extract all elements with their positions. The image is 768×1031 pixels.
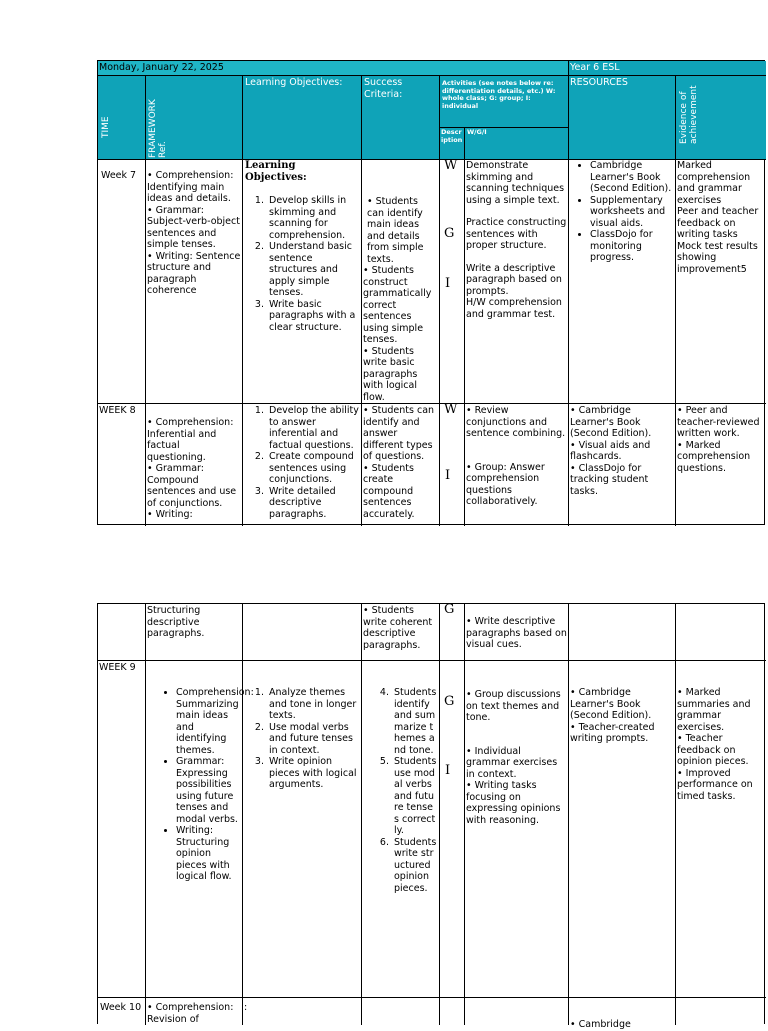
date-cell — [98, 61, 568, 75]
week10-evidence — [675, 997, 766, 1025]
week8-time — [98, 403, 145, 526]
week10-objectives-text: : — [244, 1002, 248, 1013]
week9-framework — [145, 660, 254, 997]
week9-objective-item: 1. Analyze themes and tone in longer texts. — [267, 687, 359, 722]
week10-resources — [568, 997, 675, 1030]
week9-resource-item: • Cambridge Learner's Book (Second Edition). — [570, 687, 652, 721]
week9-framework-item: • Comprehension: Summarizing main ideas and identifying themes. — [176, 687, 240, 756]
week7-evidence-item: Mock test results showing improvement5 — [677, 240, 758, 275]
week9-activities — [464, 660, 568, 997]
week9-objective-item: 3. Write opinion pieces with logical arguments. — [267, 756, 359, 791]
week8-evidence — [675, 403, 766, 526]
week7-success-item: • Students construct grammatically correct sentences using simple tenses. — [363, 265, 432, 345]
week8-success-item: • Students create compound sentences accurately. — [363, 462, 415, 520]
week10-time — [98, 997, 145, 1025]
week9-time-label: WEEK 9 — [99, 662, 136, 673]
description-header — [439, 127, 464, 159]
week9-evidence-item: • Marked summaries and grammar exercises. — [677, 687, 751, 733]
week8-resource-item: • ClassDojo for tracking student tasks. — [570, 462, 649, 497]
week7-time — [98, 159, 145, 403]
week9-activity-item: • Individual grammar exercises in context. — [466, 745, 558, 780]
week8-objective-item: 3. Write detailed descriptive paragraphs. — [267, 486, 359, 521]
week8-resource-item: • Cambridge Learner's Book (Second Edition). — [570, 405, 652, 439]
week8-success — [361, 403, 439, 526]
week9-resources — [568, 660, 675, 997]
week10-success — [361, 997, 439, 1025]
cont-activity-text: • Write descriptive paragraphs based on visual cues. — [466, 616, 567, 650]
week7-wgi-i: I — [445, 276, 451, 291]
week9-success-item: 5. Students use modal verbs and future tenses correctly. — [392, 756, 437, 837]
week9-evidence-item: • Teacher feedback on opinion pieces. — [677, 733, 749, 767]
week9-objective-item: 2. Use modal verbs and future tenses in context. — [267, 722, 359, 757]
cont-objectives — [242, 604, 361, 660]
objectives-header-label: Learning Objectives: — [245, 77, 343, 88]
week8-objective-item: 1. Develop the ability to answer inferential and factual questions. — [267, 405, 359, 451]
week9-objectives — [242, 660, 361, 997]
week9-success-item: 4. Students identify and summarize themes and tone. — [392, 687, 437, 756]
week7-wgi — [439, 159, 464, 403]
week7-framework-item: • Comprehension: Identifying main ideas and details. — [147, 170, 234, 204]
week8-activities — [464, 403, 568, 526]
week8-resource-item: • Visual aids and flashcards. — [570, 439, 651, 462]
week10-resource-text: • Cambridge — [570, 1019, 631, 1030]
cont-time — [98, 604, 145, 660]
week10-wgi — [439, 997, 464, 1025]
week7-evidence-item: Peer and teacher feedback on writing tasks — [677, 206, 759, 240]
class-name-cell — [568, 61, 766, 75]
success-header-label: Success Criteria: — [364, 77, 403, 100]
week7-success-item: • Students write basic paragraphs with logical flow. — [363, 345, 418, 403]
week7-success-item: • Students can identify main ideas and details from simple texts. — [367, 196, 424, 265]
time-header — [98, 75, 145, 159]
week10-objectives — [242, 997, 361, 1025]
week8-success-item: • Students can identify and answer different types of questions. — [363, 405, 435, 462]
week9-evidence — [675, 660, 766, 997]
week7-activity-item: Write a descriptive paragraph based on prompts. — [466, 262, 562, 297]
week7-activity-item: Practice constructing sentences with proper structure. — [466, 217, 567, 251]
cont-resources — [568, 604, 675, 660]
week7-objective-item: 2. Understand basic sentence structures and apply simple tenses. — [267, 241, 359, 299]
week9-wgi-i: I — [445, 763, 451, 778]
week10-activities — [464, 997, 568, 1025]
cont-evidence — [675, 604, 766, 660]
cont-framework — [145, 604, 242, 660]
time-header-label: TIME — [101, 116, 111, 138]
week9-framework-item: • Grammar: Expressing possibilities using future tenses and modal verbs. — [176, 756, 240, 825]
date-text: Monday, January 22, 2025 — [99, 62, 224, 73]
week7-framework — [145, 159, 242, 403]
lesson-plan-table-1 — [97, 60, 765, 525]
week8-evidence-item: • Marked comprehension questions. — [677, 439, 751, 474]
evidence-header-label: Evidence of achievement — [679, 85, 699, 144]
framework-header — [145, 75, 242, 159]
cont-wgi — [439, 604, 464, 660]
week8-wgi-w: W — [444, 402, 458, 417]
week8-framework — [145, 403, 242, 526]
week7-wgi-g: G — [444, 226, 455, 241]
week8-activity-item: • Group: Answer comprehension questions collaboratively. — [466, 461, 545, 507]
week7-activity-item: Demonstrate skimming and scanning techniques using a simple text. — [466, 160, 565, 206]
wgi-header-label: W/G/I — [467, 128, 487, 136]
week9-evidence-item: • Improved performance on timed tasks. — [677, 767, 753, 802]
cont-framework-text: Structuring descriptive paragraphs. — [147, 605, 205, 639]
week9-wgi — [439, 660, 464, 997]
week9-framework-item: • Writing: Structuring opinion pieces with logical flow. — [176, 825, 240, 883]
week9-success — [361, 660, 439, 997]
objectives-header — [242, 75, 361, 159]
week9-success-item: 6. Students write structured opinion pieces. — [392, 837, 437, 895]
week9-time — [98, 660, 145, 997]
activities-header-label: Activities (see notes below re: differentiation details, etc.) W: whole class; G: group; I: individual — [442, 79, 556, 110]
class-name-text: Year 6 ESL — [570, 62, 620, 73]
week8-objectives — [242, 403, 361, 526]
week7-resources — [568, 159, 675, 403]
cont-wgi-g: G — [444, 602, 455, 617]
resources-header — [568, 75, 675, 159]
week7-framework-item: • Writing: Sentence structure and paragraph coherence — [147, 250, 241, 296]
activities-header — [439, 75, 568, 127]
week9-resource-item: • Teacher-created writing prompts. — [570, 721, 655, 744]
week8-activity-item: • Review conjunctions and sentence combining. — [466, 405, 566, 439]
week8-resources — [568, 403, 675, 526]
success-header — [361, 75, 439, 159]
week8-wgi — [439, 403, 464, 526]
wgi-header — [464, 127, 568, 159]
week7-activity-item: H/W comprehension and grammar test. — [466, 297, 562, 320]
week8-objective-item: 2. Create compound sentences using conjunctions. — [267, 451, 359, 486]
week9-activity-item: • Writing tasks focusing on expressing opinions with reasoning. — [466, 780, 561, 826]
week7-success — [361, 159, 439, 403]
resources-header-label: RESOURCES — [570, 77, 628, 88]
week7-activities — [464, 159, 568, 403]
framework-header-label: FRAMEWORK Ref. — [148, 99, 168, 158]
week7-framework-item: • Grammar: Subject-verb-object sentences and simple tenses. — [147, 204, 240, 250]
week7-objective-item: 1. Develop skills in skimming and scanning for comprehension. — [267, 195, 359, 241]
week8-time-label: WEEK 8 — [99, 405, 136, 416]
week8-evidence-item: • Peer and teacher-reviewed written work. — [677, 405, 760, 439]
cont-activities — [464, 604, 568, 660]
week7-objectives-title: Learning Objectives: — [245, 160, 307, 183]
week8-framework-item: • Comprehension: Inferential and factual questioning. — [147, 417, 234, 463]
week9-activity-item: • Group discussions on text themes and tone. — [466, 689, 561, 723]
week9-wgi-g: G — [444, 694, 455, 709]
week8-framework-item: • Writing: — [147, 509, 193, 520]
week7-wgi-w: W — [444, 158, 458, 173]
week7-evidence — [675, 159, 766, 403]
week10-time-label: Week 10 — [100, 1002, 142, 1013]
week7-objective-item: 3. Write basic paragraphs with a clear structure. — [267, 299, 359, 334]
week7-resource-item: • Cambridge Learner's Book (Second Edition). — [590, 160, 674, 195]
week7-resource-item: • ClassDojo for monitoring progress. — [590, 229, 674, 264]
week10-framework-text: • Comprehension: Revision of — [147, 1002, 234, 1025]
week7-resource-item: • Supplementary worksheets and visual aids. — [590, 195, 674, 230]
lesson-plan-table-2 — [97, 602, 765, 1030]
evidence-header — [675, 75, 766, 159]
week7-evidence-item: Marked comprehension and grammar exercises — [677, 160, 751, 206]
week10-framework — [145, 997, 242, 1025]
cont-success — [361, 604, 439, 660]
week8-wgi-i: I — [445, 468, 451, 483]
description-header-label: Description — [441, 128, 463, 144]
cont-success-text: • Students write coherent descriptive paragraphs. — [363, 605, 433, 651]
week8-framework-item: • Grammar: Compound sentences and use of conjunctions. — [147, 463, 237, 509]
week7-time-label: Week 7 — [101, 170, 137, 181]
week7-objectives — [242, 159, 361, 403]
